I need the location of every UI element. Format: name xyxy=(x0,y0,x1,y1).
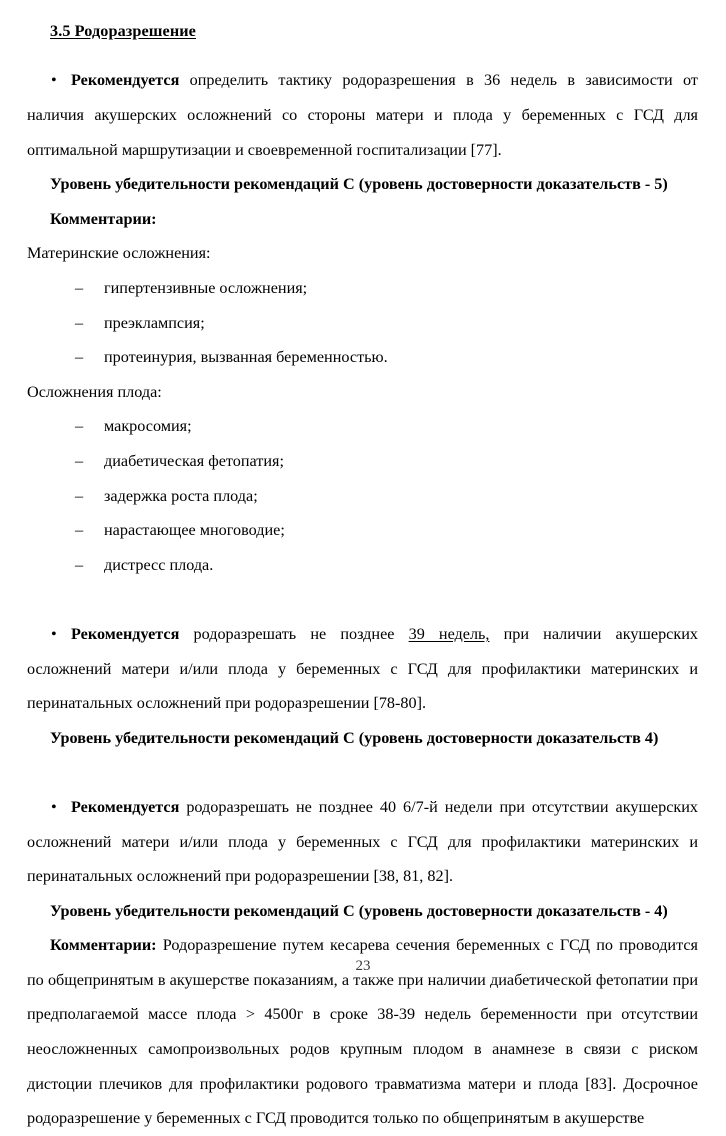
dash-icon: – xyxy=(75,486,84,505)
dash-icon: – xyxy=(75,555,84,574)
list-item-label: дистресс плода. xyxy=(104,555,214,574)
paragraph-spacer xyxy=(27,582,698,617)
recommendation-underlined-term-2: 39 недель, xyxy=(408,624,490,643)
evidence-level-line-3: Уровень убедительности рекомендаций С (уровень достоверности доказательств - 4) xyxy=(50,901,668,920)
list-item-label: преэклампсия; xyxy=(104,313,205,332)
dash-icon: – xyxy=(75,279,84,297)
recommendation-lead-3: Рекомендуется xyxy=(71,797,180,816)
list-item-label: диабетическая фетопатия; xyxy=(104,451,284,470)
list-item xyxy=(27,306,698,341)
recommendation-paragraph-3 xyxy=(27,790,698,894)
dash-icon: – xyxy=(75,451,84,470)
maternal-complications-list xyxy=(27,271,698,375)
list-item-label: протеинурия, вызванная беременностью. xyxy=(104,348,388,367)
list-item xyxy=(27,513,698,548)
list-item-label: нарастающее многоводие; xyxy=(104,521,285,540)
page-title: 3.5 Родоразрешение xyxy=(50,22,196,40)
comments-label-1: Комментарии: xyxy=(50,209,157,228)
bullet-icon: • xyxy=(51,71,57,90)
dash-icon: – xyxy=(75,313,84,332)
evidence-level-line-1: Уровень убедительности рекомендаций С (уровень достоверности доказательств - 5) xyxy=(50,175,668,194)
dash-icon: – xyxy=(75,348,84,367)
fetal-complications-title: Осложнения плода: xyxy=(27,382,162,401)
recommendation-paragraph-1 xyxy=(27,63,698,167)
final-comment-text: Родоразрешение путем кесарева сечения беременных с ГСД по проводится по общепринятым в акушерстве показаниям, а также при наличии диабетической фетопатии при предполагаемой массе плода > 4500г в сроке 38-39 недель беременности при отсутствии неосложненных самопроизвольных родов крупным плодом в анамнезе в связи с риском дистоции плечиков для профилактики родового травматизма матери и плода [83]. Досрочное родоразрешение у беременных с ГСД проводится только по общепринятым в акушерстве xyxy=(27,936,698,1128)
dash-icon: – xyxy=(75,521,84,540)
list-item xyxy=(27,444,698,479)
dash-icon: – xyxy=(75,417,84,436)
maternal-complications-title: Материнские осложнения: xyxy=(27,244,211,263)
list-item xyxy=(27,479,698,514)
final-comment-label: Комментарии: xyxy=(50,936,157,955)
list-item xyxy=(27,548,698,583)
fetal-complications-list xyxy=(27,409,698,582)
bullet-icon: • xyxy=(51,624,57,643)
recommendation-body-3: родоразрешать не позднее 40 6/7-й недели при отсутствии акушерских осложнений матери и/или плода у беременных с ГСД для профилактики материнских и перинатальных осложнений при родоразрешении [38, 81, 82]. xyxy=(27,797,698,886)
evidence-level-line-2: Уровень убедительности рекомендаций С (уровень достоверности доказательств 4) xyxy=(50,728,659,747)
recommendation-paragraph-2 xyxy=(27,617,698,721)
list-item xyxy=(27,271,698,306)
recommendation-body-2-post: при наличии акушерских осложнений матери и/или плода у беременных с ГСД для профилактики материнских и перинатальных осложнений при родоразрешении [78-80]. xyxy=(27,624,698,713)
paragraph-spacer xyxy=(27,755,698,790)
recommendation-lead-2: Рекомендуется xyxy=(71,624,180,643)
recommendation-lead-1: Рекомендуется xyxy=(71,71,180,90)
list-item-label: задержка роста плода; xyxy=(104,486,258,505)
list-item-label: гипертензивные осложнения; xyxy=(104,279,308,297)
recommendation-body-2-pre: родоразрешать не позднее xyxy=(179,624,409,643)
page-number: 23 xyxy=(355,958,371,974)
list-item xyxy=(27,340,698,375)
list-item xyxy=(27,409,698,444)
list-item-label: макросомия; xyxy=(104,417,192,436)
recommendation-body-1: определить тактику родоразрешения в 36 недель в зависимости от наличия акушерских осложнений со стороны матери и плода у беременных с ГСД для оптимальной маршрутизации и своевременной госпитализации [77]. xyxy=(27,71,698,159)
bullet-icon: • xyxy=(51,797,57,816)
